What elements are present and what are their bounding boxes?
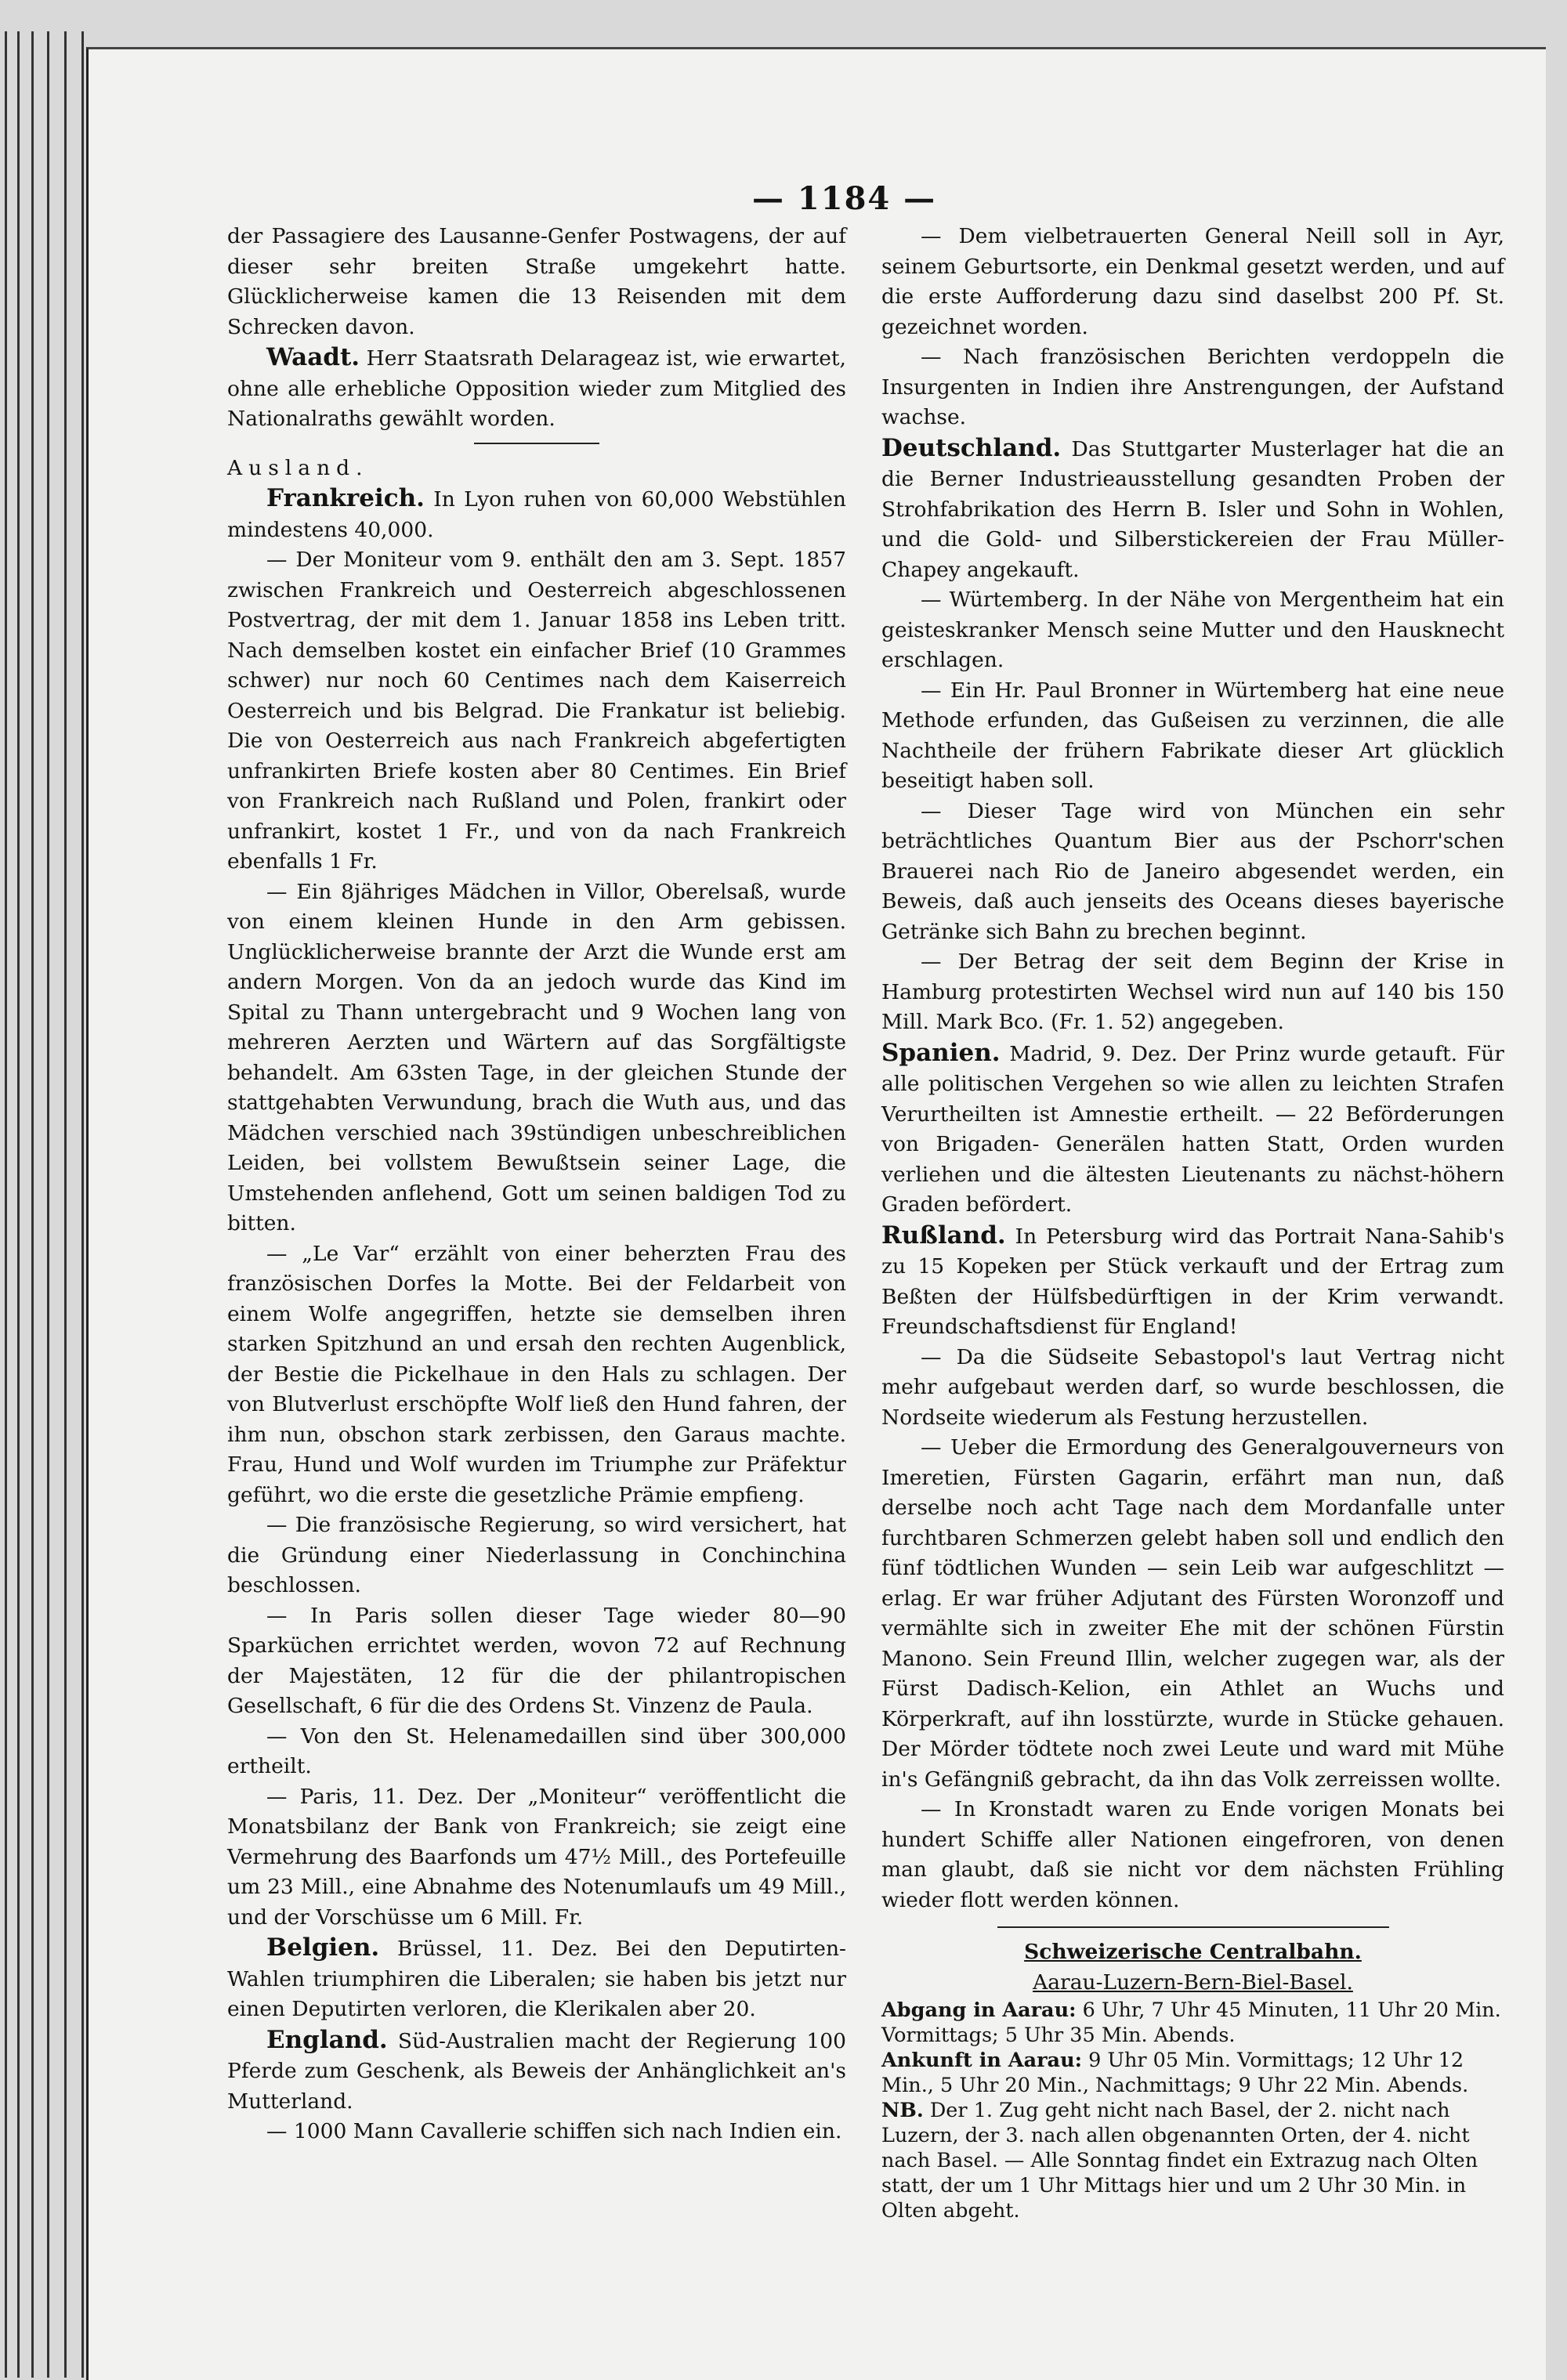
article-paragraph [881, 1038, 1504, 1221]
article-text: — Nach französischen Berichten verdoppeln die Insurgenten in Indien ihre Anstrengungen, der Aufstand wachse. [881, 345, 1504, 429]
timetable-row [881, 2048, 1504, 2098]
article-paragraph [881, 585, 1504, 676]
article-text: — „Le Var“ erzählt von einer beherzten Frau des französischen Dorfes la Motte. Bei der Feldarbeit von einem Wolfe angegriffen, hetzte sie demselben ihren starken Spitzhund an und ersah den rechten Augenblick, der Bestie die Pickelhaue in den Hals zu schlagen. Der von Blutverlust erschöpfte Wolf ließ den Hund fahren, der ihm nun, obschon stark zerbissen, den Garaus machte. Frau, Hund und Wolf wurden im Triumphe zur Präfektur geführt, wo die erste die gesetzliche Prämie empfieng. [227, 1241, 846, 1507]
article-paragraph [881, 1433, 1504, 1795]
article-paragraph [227, 1722, 846, 1782]
timetable-row-text: 9 Uhr 05 Min. Vormittags; 12 Uhr 12 Min., 5 Uhr 20 Min., Nachmittags; 9 Uhr 22 Min. Abends. [881, 2049, 1469, 2097]
article-paragraph [881, 222, 1504, 342]
article-text: Brüssel, 11. Dez. Bei den Deputirten-Wahlen triumphiren die Liberalen; sie haben bis jetzt nur einen Deputirten verloren, die Klerikalen aber 20. [227, 1937, 846, 2021]
timetable-title: Schweizerische Centralbahn. [1024, 1940, 1362, 1964]
article-heading: Frankreich. [266, 484, 425, 512]
article-text: — Der Betrag der seit dem Beginn der Krise in Hamburg protestirten Wechsel wird nun auf 140 bis 150 Mill. Mark Bco. (Fr. 1. 52) angegeben. [881, 949, 1504, 1034]
article-text: — Dieser Tage wird von München ein sehr beträchtliches Quantum Bier aus der Pschorr'schen Brauerei nach Rio de Janeiro abgesendet werden, ein Beweis, daß auch jenseits des Oceans dieses bayerische Getränke sich Bahn zu brechen beginnt. [881, 798, 1504, 944]
article-text: — Der Moniteur vom 9. enthält den am 3. Sept. 1857 zwischen Frankreich und Oesterreich abgeschlossenen Postvertrag, der mit dem 1. Januar 1858 ins Leben tritt. Nach demselben kostet ein einfacher Brief (10 Grammes schwer) nur noch 60 Centimes nach dem Kaiserreich Oesterreich und bis Belgrad. Die Frankatur ist beliebig. Die von Oesterreich aus nach Frankreich abgefertigten unfrankirten Briefe kosten aber 80 Centimes. Ein Brief von Frankreich nach Rußland und Polen, frankirt oder unfrankirt, kostet 1 Fr., und von da nach Frankreich ebenfalls 1 Fr. [227, 548, 846, 874]
article-text: — Da die Südseite Sebastopol's laut Vertrag nicht mehr aufgebaut werden darf, so wurde beschlossen, die Nordseite wiederum als Festung herzustellen. [881, 1344, 1504, 1430]
article-text: — Ueber die Ermordung des Generalgouverneurs von Imeretien, Fürsten Gagarin, erfährt man nun, daß derselbe noch acht Tage nach dem Mordanfalle unter furchtbaren Schmerzen gelebt haben soll und endlich den fünf tödtlichen Wunden — sein Leib war aufgeschlitzt — erlag. Er war früher Adjutant des Fürsten Woronzoff und vermählte sich in zweiter Ehe mit der schönen Fürstin Manono. Sein Freund Illin, welcher zugegen war, als der Fürst Dadisch-Kelion, ein Athlet an Wuchs und Körperkraft, auf ihn losstürzte, wurde in Stücke gehauen. Der Mörder tödtete noch zwei Leute und ward mit Mühe in's Gefängniß gebracht, da ihn das Volk zerreissen wollte. [881, 1435, 1504, 1792]
article-paragraph [881, 1221, 1504, 1343]
article-paragraph [881, 676, 1504, 797]
article-paragraph [227, 222, 846, 342]
article-paragraph [227, 545, 846, 877]
section-heading: Ausland. [227, 455, 369, 480]
article-paragraph [227, 342, 846, 435]
article-text: — Paris, 11. Dez. Der „Moniteur“ veröffentlicht die Monatsbilanz der Bank von Frankreich; sie zeigt eine Vermehrung des Baarfonds um 47½ Mill., des Portefeuille um 23 Mill., eine Abnahme des Notenumlaufs um 49 Mill., und der Vorschüsse um 6 Mill. Fr. [227, 1784, 846, 1930]
article-heading: Spanien. [881, 1038, 1001, 1067]
article-text: Das Stuttgarter Musterlager hat die an die Berner Industrieausstellung gesandten Proben der Strohfabrikation des Herrn B. Isler und Sohn in Wohlen, und die Gold- und Silberstickereien der Frau Müller-Chapey angekauft. [881, 436, 1504, 582]
article-text: — 1000 Mann Cavallerie schiffen sich nach Indien ein. [266, 2119, 842, 2143]
article-paragraph [227, 877, 846, 1239]
article-paragraph [227, 1510, 846, 1601]
left-column [227, 222, 846, 2147]
article-paragraph [881, 433, 1504, 586]
article-paragraph [227, 1601, 846, 1722]
article-text: — Von den St. Helenamedaillen sind über 300,000 ertheilt. [227, 1724, 846, 1778]
timetable-row [881, 1998, 1504, 2048]
article-text: — Ein Hr. Paul Bronner in Würtemberg hat eine neue Methode erfunden, das Gußeisen zu verzinnen, die alle Nachtheile der frühern Fabrikate dieser Art glücklich beseitigt haben soll. [881, 678, 1504, 793]
article-text: — In Kronstadt waren zu Ende vorigen Monats bei hundert Schiffe aller Nationen eingefroren, von denen man glaubt, daß sie nicht vor dem nächsten Frühling wieder flott werden können. [881, 1797, 1504, 1912]
article-paragraph [227, 1933, 846, 2025]
article-heading: Rußland. [881, 1221, 1006, 1250]
timetable-row [881, 2098, 1504, 2223]
article-text: Süd-Australien macht der Regierung 100 Pferde zum Geschenk, als Beweis der Anhänglichkeit an's Mutterland. [227, 2028, 846, 2114]
article-text: — Dem vielbetrauerten General Neill soll in Ayr, seinem Geburtsorte, ein Denkmal gesetzt werden, und auf die erste Aufforderung dazu sind daselbst 200 Pf. St. gezeichnet worden. [881, 224, 1504, 339]
article-text: — Die französische Regierung, so wird versichert, hat die Gründung einer Niederlassung in Conchinchina beschlossen. [227, 1513, 846, 1597]
timetable-row-label: NB. [881, 2099, 924, 2122]
timetable-rule [997, 1926, 1389, 1928]
timetable-row-text: 6 Uhr, 7 Uhr 45 Minuten, 11 Uhr 20 Min. Vormittags; 5 Uhr 35 Min. Abends. [881, 1998, 1501, 2047]
article-paragraph [227, 483, 846, 545]
article-text: Madrid, 9. Dez. Der Prinz wurde getauft. Für alle politischen Vergehen so wie allen zu leichten Strafen Verurtheilten ist Amnestie ertheilt. — 22 Beförderungen von Brigaden- Generälen hatten Statt, Orden wurden verliehen und die ältesten Lieutenants zu nächst-höhern Graden befördert. [881, 1041, 1504, 1217]
timetable-row-text: Der 1. Zug geht nicht nach Basel, der 2. nicht nach Luzern, der 3. nach allen obgenannten Orten, der 4. nicht nach Basel. — Alle Sonntag findet ein Extrazug nach Olten statt, der um 1 Uhr Mittags hier und um 2 Uhr 30 Min. in Olten abgeht. [881, 2099, 1478, 2223]
article-text: — Ein 8jähriges Mädchen in Villor, Oberelsaß, wurde von einem kleinen Hunde in den Arm gebissen. Unglücklicherweise brannte der Arzt die Wunde erst am andern Morgen. Von da an jedoch wurde das Kind im Spital zu Thann untergebracht und 9 Wochen lang von mehreren Aerzten und Wärtern auf das Sorgfältigste behandelt. Am 63sten Tage, in der gleichen Stunde der stattgehabten Verwundung, brach die Wuth aus, und das Mädchen verschied nach 39stündigen unbeschreiblichen Leiden, bei vollstem Bewußtsein seiner Lage, die Umstehenden anflehend, Gott um seinen baldigen Tod zu bitten. [227, 879, 846, 1235]
article-paragraph [227, 1239, 846, 1511]
timetable [881, 1937, 1504, 2223]
article-paragraph [227, 2025, 846, 2118]
timetable-row-label: Abgang in Aarau: [881, 1998, 1077, 2022]
article-heading: Deutschland. [881, 433, 1062, 462]
article-heading: England. [266, 2025, 388, 2054]
article-text: — In Paris sollen dieser Tage wieder 80—90 Sparküchen errichtet werden, wovon 72 auf Rechnung der Majestäten, 12 für die der philantropischen Gesellschaft, 6 für die des Ordens St. Vinzenz de Paula. [227, 1603, 846, 1718]
article-paragraph [227, 1782, 846, 1933]
article-paragraph [227, 2117, 846, 2147]
article-paragraph [881, 797, 1504, 948]
article-paragraph [881, 1343, 1504, 1434]
article-paragraph [881, 342, 1504, 433]
article-paragraph [881, 1795, 1504, 1915]
article-text: Herr Staatsrath Delarageaz ist, wie erwartet, ohne alle erhebliche Opposition wieder zum Mitglied des Nationalraths gewählt worden. [227, 346, 846, 431]
section-rule [474, 443, 599, 444]
article-heading: Waadt. [266, 343, 360, 371]
article-text: In Petersburg wird das Portrait Nana-Sahib's zu 15 Kopeken per Stück verkauft und der Ertrag zum Beßten der Hülfsbedürftigen in der Krim verwandt. Freundschaftsdienst für England! [881, 1224, 1504, 1339]
article-heading: Belgien. [266, 1933, 380, 1962]
article-paragraph [881, 947, 1504, 1038]
page-number: — 1184 — [752, 180, 937, 217]
article-text: In Lyon ruhen von 60,000 Webstühlen mindestens 40,000. [227, 487, 846, 542]
timetable-row-label: Ankunft in Aarau: [881, 2049, 1083, 2072]
article-text: — Würtemberg. In der Nähe von Mergentheim hat ein geisteskranker Mensch seine Mutter und den Hausknecht erschlagen. [881, 588, 1504, 672]
right-column [881, 222, 1504, 2223]
article-text: der Passagiere des Lausanne-Genfer Postwagens, der auf dieser sehr breiten Straße umgekehrt hatte. Glücklicherweise kamen die 13 Reisenden mit dem Schrecken davon. [227, 224, 846, 339]
timetable-subtitle: Aarau-Luzern-Bern-Biel-Basel. [1033, 1969, 1353, 1995]
